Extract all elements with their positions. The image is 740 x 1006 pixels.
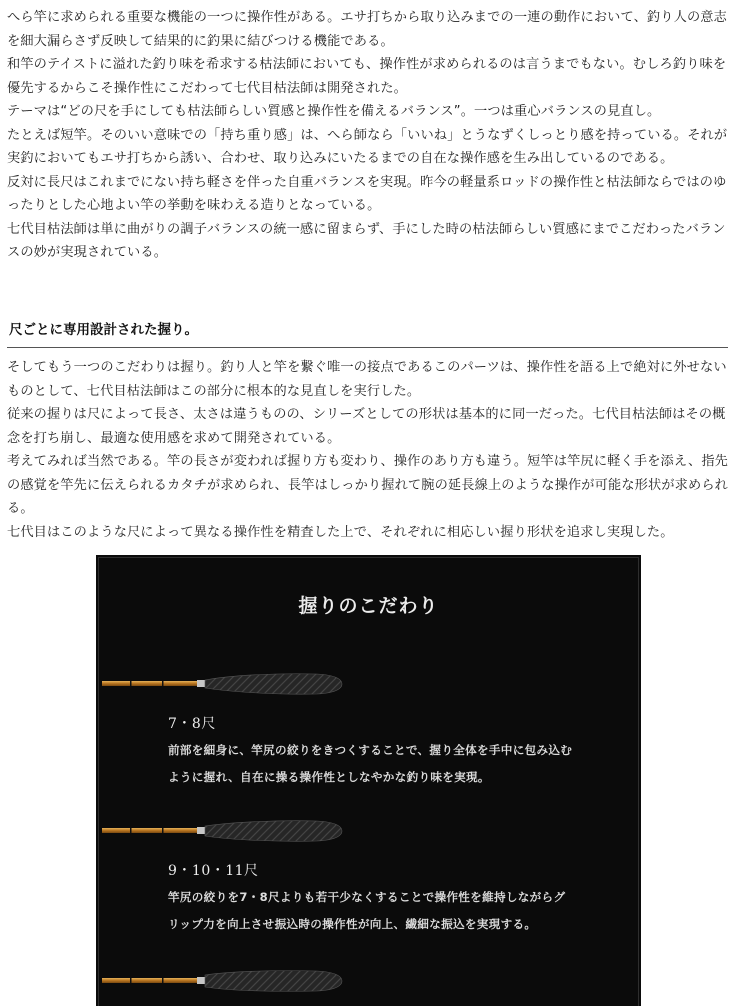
intro-paragraph-4: たとえば短竿。そのいい意味での「持ち重り感」は、へら師なら「いいね」とうなずくしっとり感を持っている。それが実釣においてもエサ打ちから誘い、合わせ、取り込みにいたるまでの自在な操作感を生み出しているのである。 bbox=[7, 127, 728, 166]
intro-paragraph-2: 和竿のテイストに溢れた釣り味を希求する枯法師においても、操作性が求められるのは言うまでもない。むしろ釣り味を優先するからこそ操作性にこだわって七代目枯法師は開発された。 bbox=[7, 57, 727, 96]
intro-paragraph-3: テーマは“どの尺を手にしても枯法師らしい質感と操作性を備えるバランス”。一つは重心バランスの見直し。 bbox=[7, 104, 661, 119]
intro-text bbox=[7, 6, 735, 265]
section-paragraph-3: 考えてみれば当然である。竿の長さが変われば握り方も変わり、操作のあり方も違う。短竿は竿尻に軽く手を添え、指先の感覚を竿先に伝えられるカタチが求められ、長竿はしっかり握れて腕の延長線上のような操作が可能な形状が求められる。 bbox=[7, 454, 729, 516]
grip-size-label-2: 9・10・11尺 bbox=[168, 863, 259, 879]
grip-showcase-banner bbox=[96, 555, 641, 1006]
rod-grip-image-long bbox=[102, 969, 352, 993]
grip-description-2-line-2: リップ力を向上させ振込時の操作性が向上、繊細な振込を実現する。 bbox=[168, 917, 537, 931]
grip-description-1-line-1: 前部を細身に、竿尻の絞りをきつくすることで、握り全体を手中に包み込む bbox=[168, 743, 573, 757]
intro-paragraph-5: 反対に長尺はこれまでにない持ち軽さを伴った自重バランスを実現。昨今の軽量系ロッドの操作性と枯法師ならではのゆったりとした心地よい竿の挙動を味わえる造りとなっている。 bbox=[7, 174, 727, 213]
section-text bbox=[7, 356, 735, 544]
rod-grip-image-short bbox=[102, 672, 352, 696]
grip-description-1 bbox=[168, 737, 618, 791]
section-paragraph-2: 従来の握りは尺によって長さ、太さは違うものの、シリーズとしての形状は基本的に同一だった。七代目枯法師はその概念を打ち崩し、最適な使用感を求めて開発されている。 bbox=[7, 407, 726, 446]
intro-paragraph-6: 七代目枯法師は単に曲がりの調子バランスの統一感に留まらず、手にした時の枯法師らしい質感にまでこだわったバランスの妙が実現されている。 bbox=[7, 221, 726, 260]
intro-paragraph-1: へら竿に求められる重要な機能の一つに操作性がある。エサ打ちから取り込みまでの一連の動作において、釣り人の意志を細大漏らさず反映して結果的に釣果に結びつける機能である。 bbox=[7, 10, 727, 49]
rod-grip-image-mid bbox=[102, 819, 352, 843]
section-paragraph-4: 七代目はこのような尺によって異なる操作性を精査した上で、それぞれに相応しい握り形状を追求し実現した。 bbox=[7, 524, 674, 540]
showcase-title: 握りのこだわり bbox=[298, 595, 439, 617]
section-paragraph-1: そしてもう一つのこだわりは握り。釣り人と竿を繋ぐ唯一の接点であるこのパーツは、操作性を語る上で絶対に外せないものとして、七代目枯法師はこの部分に根本的な見直しを実行した。 bbox=[7, 360, 727, 399]
grip-description-1-line-2: ように握れ、自在に操る操作性としなやかな釣り味を実現。 bbox=[168, 770, 490, 784]
section-divider bbox=[7, 347, 728, 348]
section-heading: 尺ごとに専用設計された握り。 bbox=[9, 322, 198, 338]
grip-description-2 bbox=[168, 884, 618, 938]
grip-description-2-line-1: 竿尻の絞りを7・8尺よりも若干少なくすることで操作性を維持しながらグ bbox=[168, 890, 566, 904]
grip-size-label-1: 7・8尺 bbox=[168, 716, 216, 732]
